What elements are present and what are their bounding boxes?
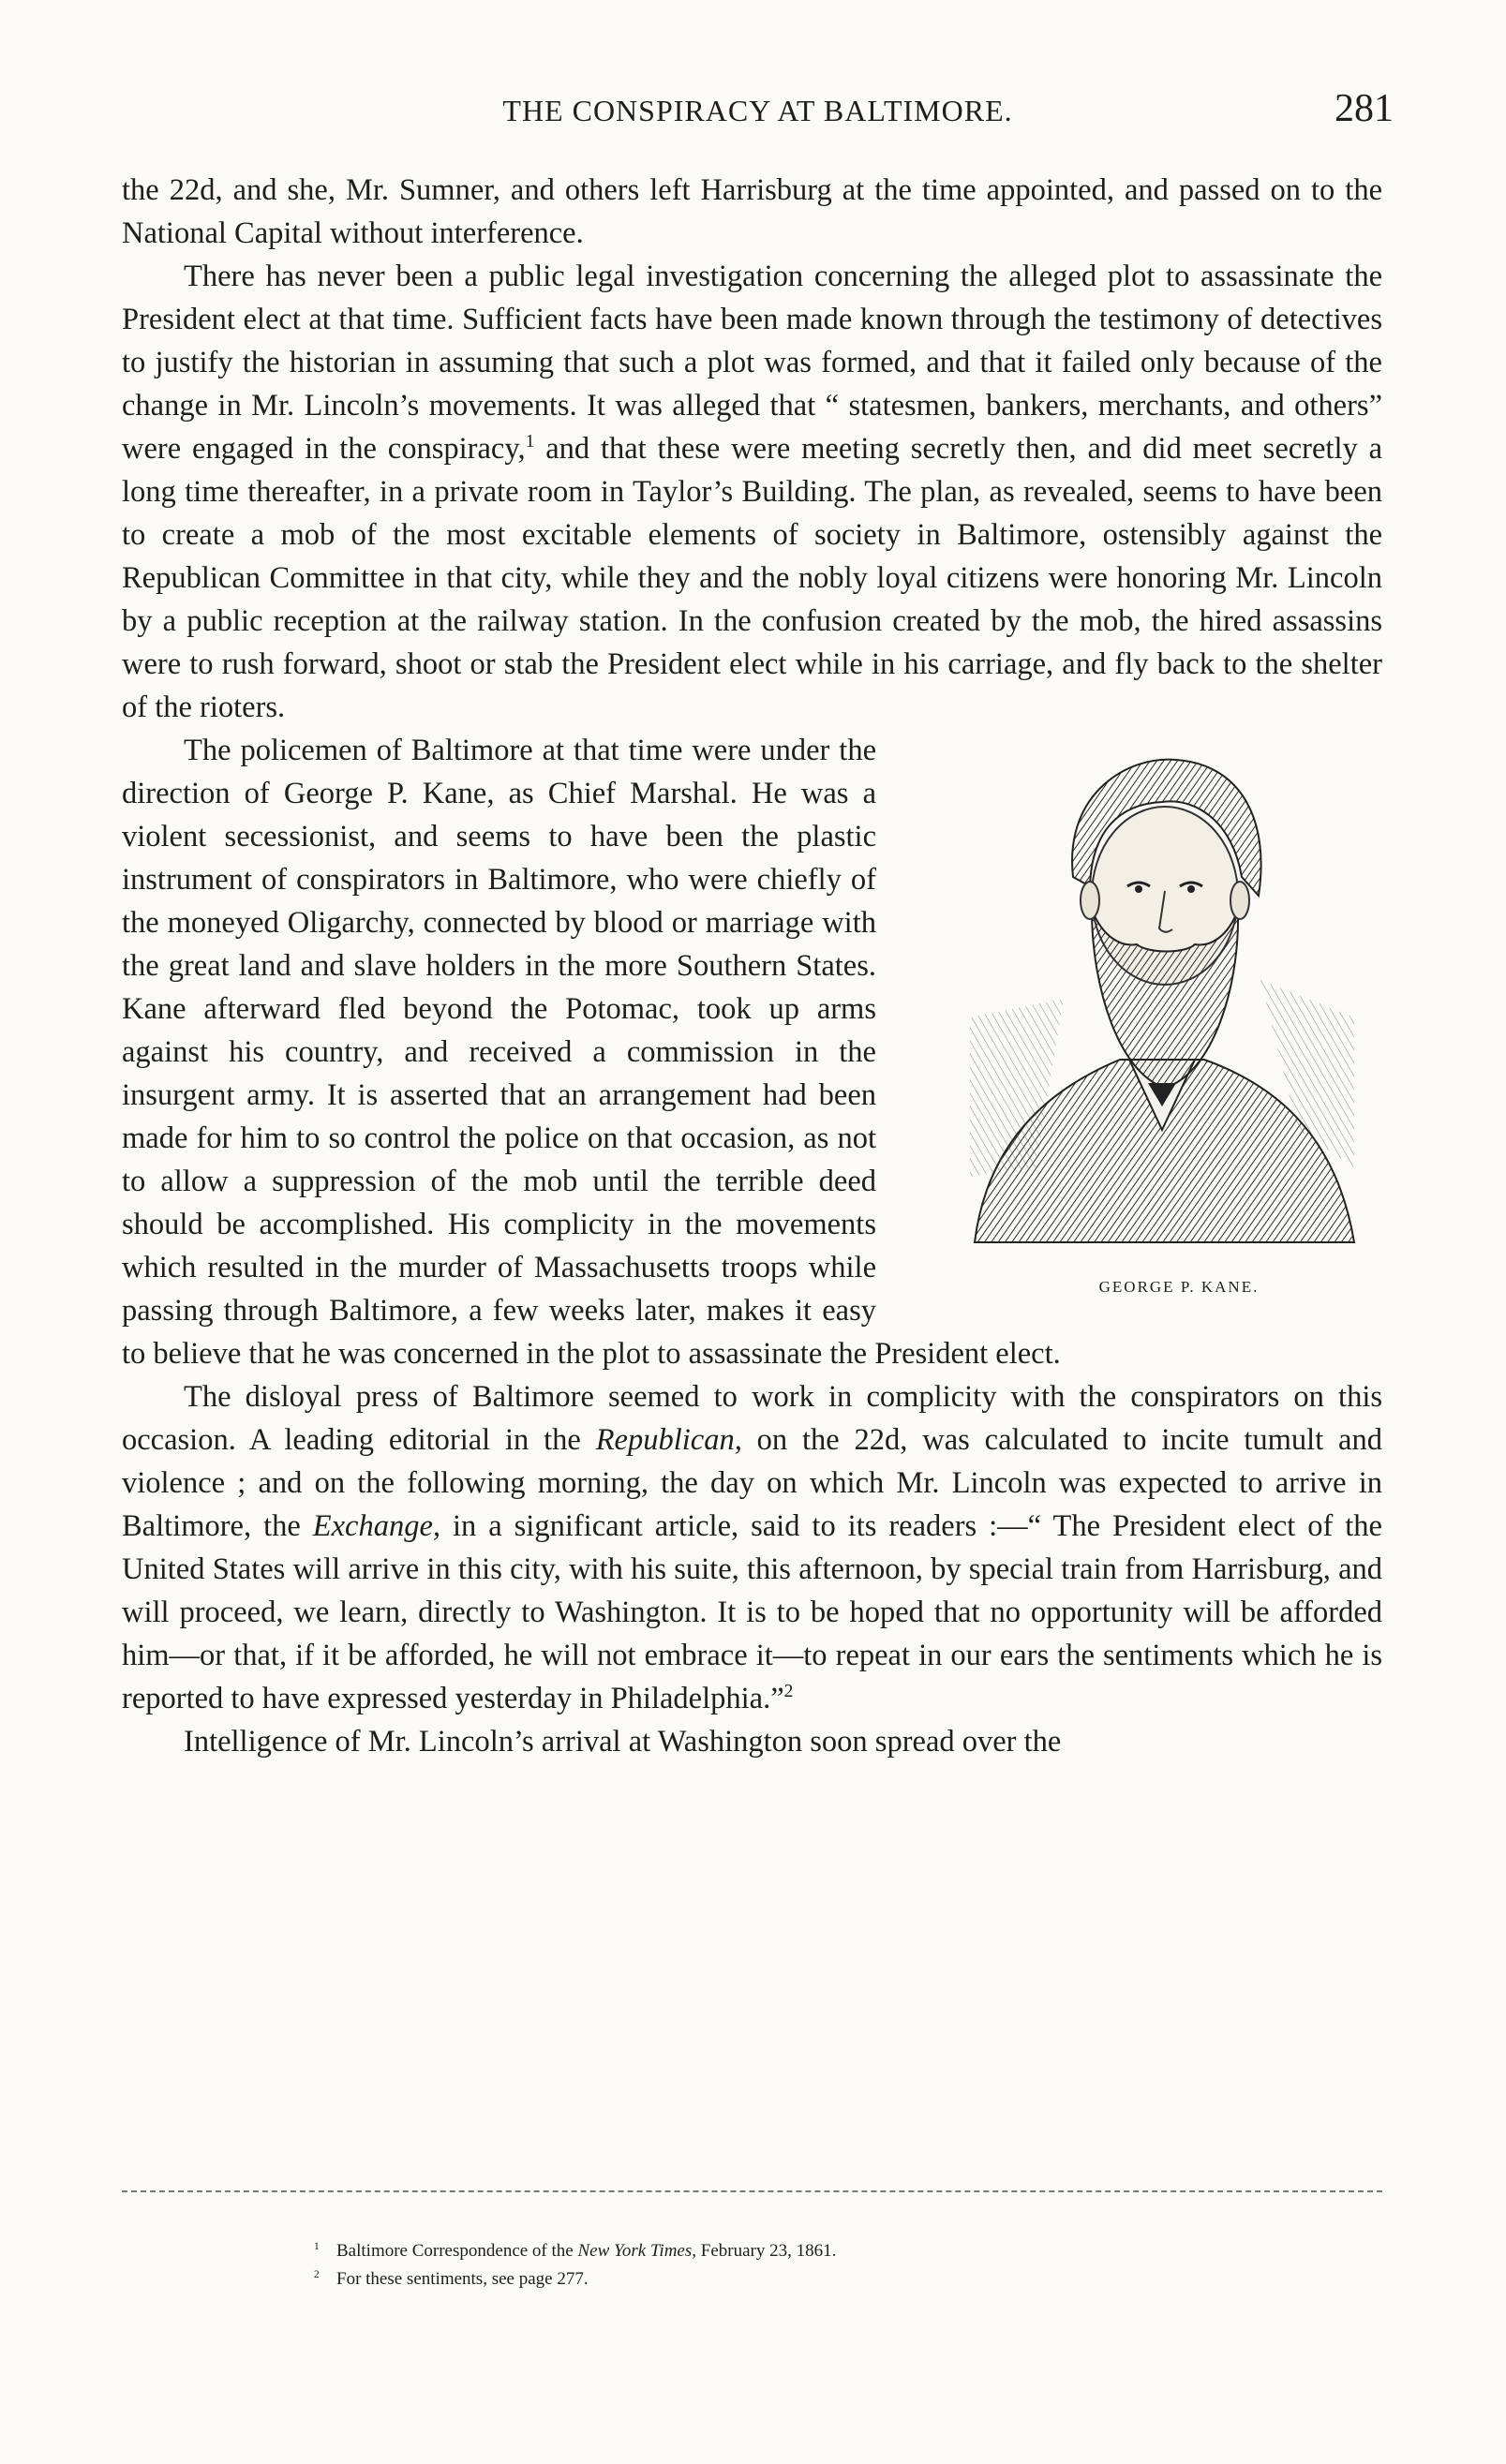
paragraph-4-part-c: in a significant article, said to its readers :—“ The President elect of the United States will arrive in this city, with his suite, this afternoon, by special train from Harrisburg, and will proceed, we learn, directly to Washington. It is to be hoped that no opportunity will be afforded him—or that, if it be afforded, he will not embrace it—to repeat in our ears the sentiments which he is reported to have expressed yesterday in Philadelphia.” <box>122 1509 1382 1715</box>
body-text <box>122 169 1382 1763</box>
paragraph-1: the 22d, and she, Mr. Sumner, and others left Harrisburg at the time appointed, and passed on to the National Capital without interference. <box>122 173 1382 250</box>
republican-title: Republican, <box>595 1423 742 1457</box>
footnote-1-text-a: Baltimore Correspondence of the <box>336 2241 578 2261</box>
paragraph-3 <box>122 729 1382 1375</box>
paragraph-5: Intelligence of Mr. Lincoln’s arrival at Washington soon spread over the <box>184 1725 1062 1759</box>
paragraph-4 <box>122 1375 1382 1720</box>
figure-caption: GEORGE P. KANE. <box>1098 1278 1260 1296</box>
page-header <box>122 86 1394 139</box>
footnote-2-text: For these sentiments, see page 277. <box>336 2269 589 2289</box>
footnote-ref-2: 2 <box>783 1682 794 1702</box>
paragraph-2 <box>122 255 1382 729</box>
page-number: 281 <box>1335 87 1394 130</box>
portrait-figure <box>914 736 1382 1327</box>
footnote-1: $^1$ Baltimore Correspondence of the New York Times, February 23, 1861. <box>314 2240 837 2261</box>
footnote-1-text-b: February 23, 1861. <box>696 2241 837 2261</box>
paragraph-2-part-b: and that these were meeting secretly then, and did meet secretly a long time thereafter, in a private room in Taylor’s Building. The plan, as revealed, seems to have been to create a mob of the most excitable elements of society in Baltimore, ostensibly against the Republican Committee in that city, while they and the nobly loyal citizens were honoring Mr. Lincoln by a public reception at the railway station. In the confusion created by the mob, the hired assassins were to rush forward, shoot or stab the President elect while in his carriage, and fly back to the shelter of the rioters. <box>122 432 1383 724</box>
footnote-ref-1: 1 <box>525 432 535 453</box>
footnotes <box>314 2237 1251 2293</box>
paragraph-4-part-a: The disloyal press of Baltimore seemed to work in complicity with the conspirators on this occasion. A leading editorial in the <box>122 1380 1382 1457</box>
exchange-title: Exchange, <box>312 1509 441 1543</box>
footnote-divider <box>122 2190 1382 2192</box>
portrait-engraving <box>961 736 1364 1261</box>
footnote-2: $^2$ For these sentiments, see page 277. <box>314 2268 589 2289</box>
footnote-1-newspaper: New York Times, <box>577 2241 697 2261</box>
running-title: THE CONSPIRACY AT BALTIMORE. <box>502 94 1013 127</box>
paragraph-3-text: The policemen of Baltimore at that time were under the direction of George P. Kane, as Chief Marshal. He was a violent secessionist, and seems to have been the plastic instrument of conspirators in Baltimore, who were chiefly of the moneyed Oligarchy, connected by blood or marriage with the great land and slave holders in the more Southern States. Kane afterward fled beyond the Potomac, took up arms against his country, and received a commission in the insurgent army. It is asserted that an arrangement had been made for him to so control the police on that occasion, as not to allow a suppression of the mob until the terrible deed should be accomplished. His complicity in the movements which resulted in the murder of Massachusetts troops while passing through Baltimore, a few weeks later, makes it easy to believe that he was concerned in the plot to assassinate the President elect. <box>122 734 1061 1371</box>
paragraph-2-part-a: There has never been a public legal investigation concerning the alleged plot to assassinate the President elect at that time. Sufficient facts have been made known through the testimony of detectives to justify the historian in assuming that such a plot was formed, and that it failed only because of the change in Mr. Lincoln’s movements. It was alleged that “ statesmen, bankers, merchants, and others” were engaged in the conspiracy, <box>122 260 1382 466</box>
paragraph-4-part-b: on the 22d, was calculated to incite tumult and violence ; and on the following morning, the day on which Mr. Lincoln was expected to arrive in Baltimore, the <box>122 1423 1382 1543</box>
